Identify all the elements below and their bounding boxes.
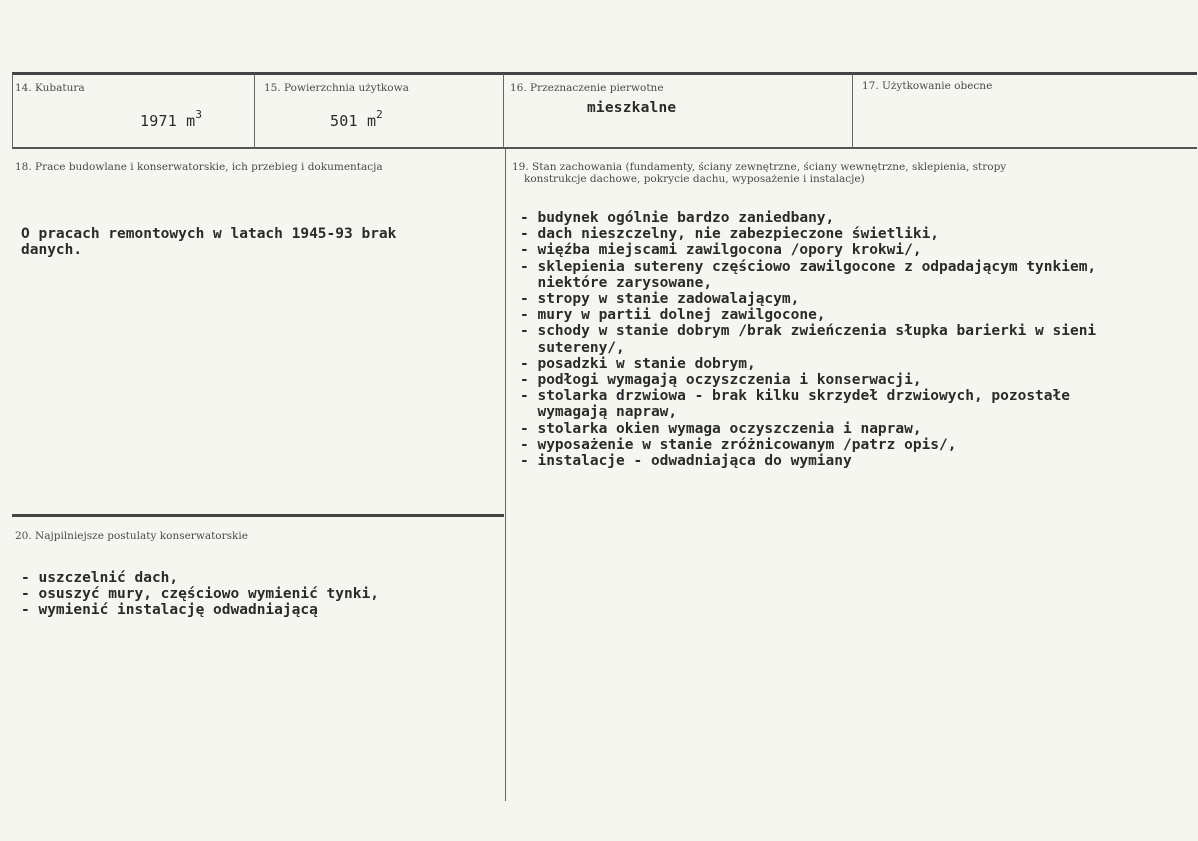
list-item: - wymienić instalację odwadniającą (21, 602, 318, 619)
postulaty-list (21, 570, 379, 619)
text-line: danych. (21, 242, 83, 259)
list-item: - stolarka okien wymaga oczyszczenia i napraw, (520, 420, 922, 437)
stan-zachowania-label-line2: konstrukcje dachowe, pokrycie dachu, wyposażenie i instalacje) (524, 173, 865, 185)
list-item: - więźba miejscami zawilgocona /opory krokwi/, (520, 242, 922, 259)
prace-budowlane-text (21, 226, 396, 258)
divider-14-15 (254, 74, 255, 148)
kubatura-unit: m (186, 112, 196, 130)
field20-top-rule (12, 514, 504, 517)
list-item: - schody w stanie dobrym /brak zwieńczenia słupka barierki w sieni (520, 323, 1097, 340)
kubatura-number: 1971 (140, 112, 177, 130)
powierzchnia-unit: m (366, 112, 377, 130)
powierzchnia-unit-exponent: 2 (376, 108, 383, 121)
kubatura-label: 14. Kubatura (15, 82, 85, 94)
list-item: - osuszyć mury, częściowo wymienić tynki, (21, 586, 379, 603)
divider-16-17 (852, 74, 853, 148)
main-column-divider (505, 149, 506, 801)
list-item: wymagają napraw, (520, 404, 678, 421)
list-item: - mury w partii dolnej zawilgocone, (520, 307, 826, 324)
kubatura-unit-exponent: 3 (195, 108, 203, 121)
list-item: sutereny/, (520, 339, 625, 356)
przeznaczenie-value: mieszkalne (587, 100, 677, 116)
kubatura-value (140, 108, 202, 130)
prace-budowlane-label: 18. Prace budowlane i konserwatorskie, ich przebieg i dokumentacja (15, 161, 383, 173)
list-item: - stropy w stanie zadowalającym, (520, 291, 800, 308)
list-item: - uszczelnić dach, (21, 570, 179, 586)
stan-zachowania-list (520, 210, 1096, 469)
list-item: - podłogi wymagają oczyszczenia i konserwacji, (520, 372, 922, 389)
stan-zachowania-label-line1: 19. Stan zachowania (fundamenty, ściany zewnętrzne, ściany wewnętrzne, sklepienia, stropy (512, 161, 1007, 173)
divider-15-16 (503, 74, 504, 148)
list-item: - stolarka drzwiowa - brak kilku skrzydeł drzwiowych, pozostałe (520, 388, 1070, 405)
list-item: - dach nieszczelny, nie zabezpieczone świetliki, (520, 226, 940, 243)
postulaty-label: 20. Najpilniejsze postulaty konserwatorskie (15, 530, 248, 542)
list-item: - sklepienia sutereny częściowo zawilgocone z odpadającym tynkiem, (520, 258, 1097, 275)
powierzchnia-label: 15. Powierzchnia użytkowa (264, 82, 409, 94)
powierzchnia-value (330, 108, 383, 130)
list-item: - budynek ogólnie bardzo zaniedbany, (520, 210, 835, 226)
przeznaczenie-label: 16. Przeznaczenie pierwotne (510, 82, 664, 94)
row1-bottom-rule (12, 147, 1197, 149)
left-border (12, 74, 13, 148)
uzytkowanie-label: 17. Użytkowanie obecne (862, 80, 993, 92)
list-item: niektóre zarysowane, (520, 274, 713, 291)
list-item: - wyposażenie w stanie zróżnicowanym /patrz opis/, (520, 436, 957, 453)
top-rule (12, 72, 1197, 75)
list-item: - instalacje - odwadniająca do wymiany (520, 453, 852, 470)
powierzchnia-number: 501 (330, 112, 358, 130)
list-item: - posadzki w stanie dobrym, (520, 355, 756, 372)
text-line: O pracach remontowych w latach 1945-93 brak (21, 226, 397, 242)
